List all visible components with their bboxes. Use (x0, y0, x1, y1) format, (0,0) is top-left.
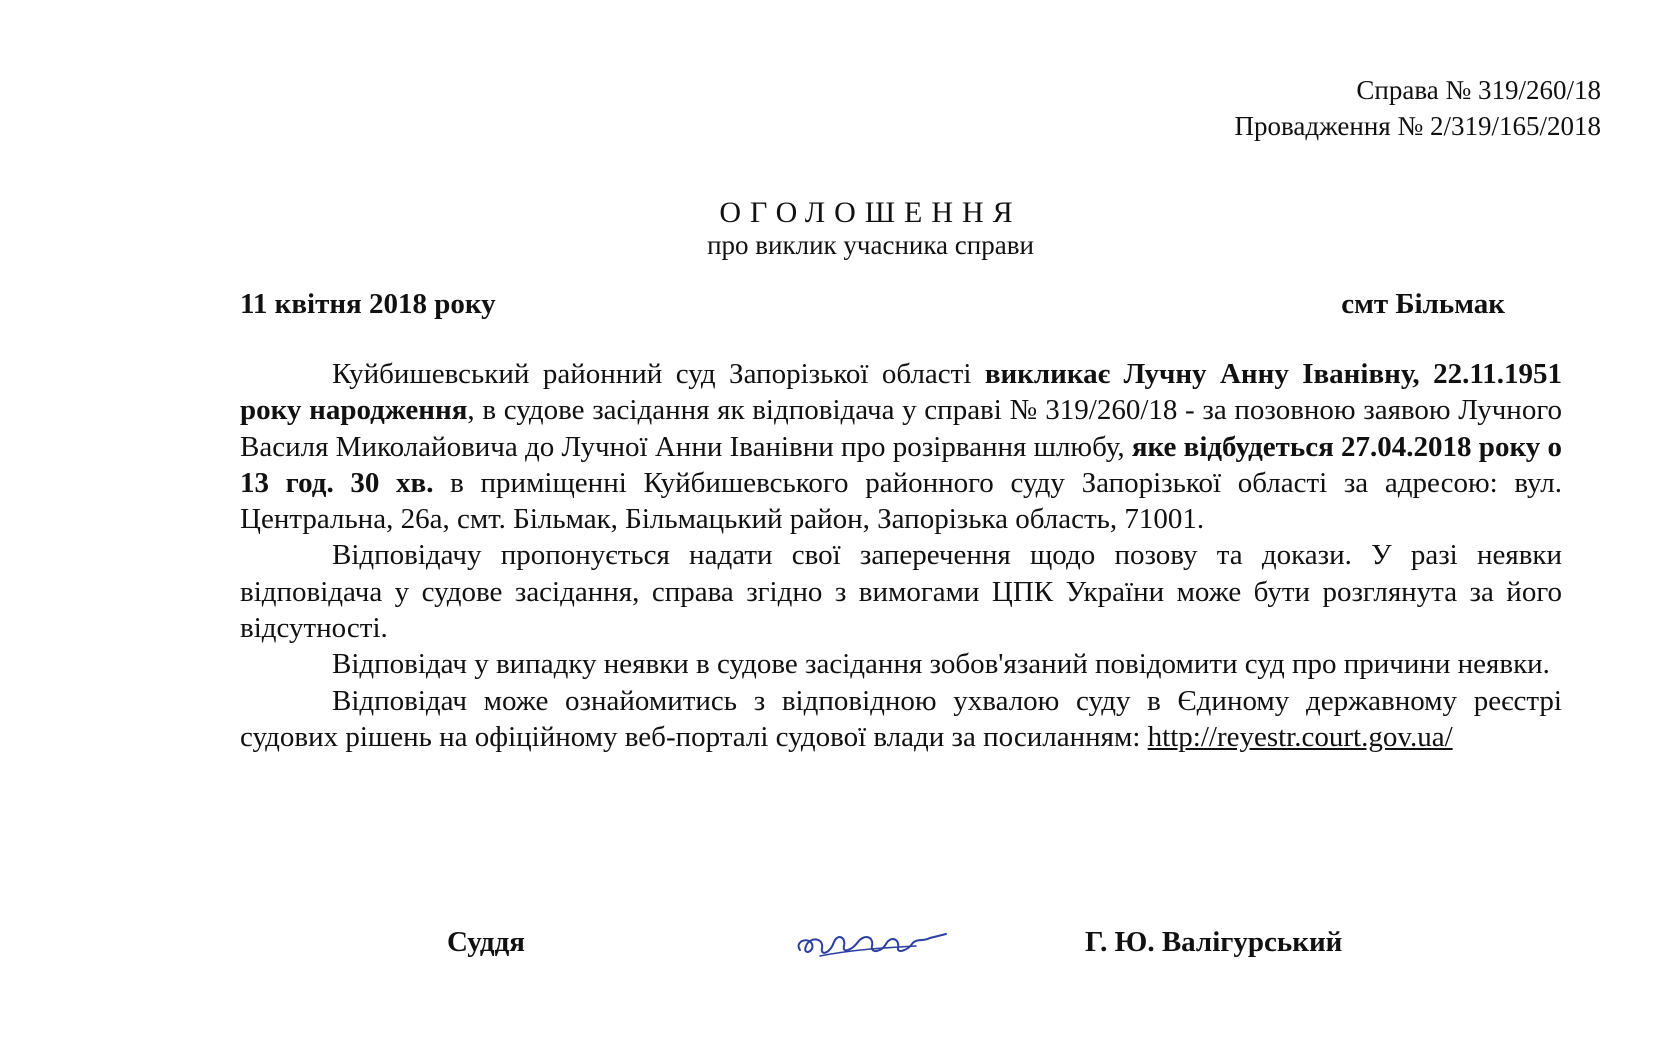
case-reference-block (1235, 72, 1601, 144)
registry-link[interactable]: http://reyestr.court.gov.ua/ (1147, 720, 1453, 753)
handwritten-signature (790, 920, 950, 970)
signature-row (0, 920, 1661, 970)
signature-stroke (799, 934, 946, 953)
announcement-place: смт Більмак (1341, 288, 1505, 320)
summons-paragraph (240, 356, 1562, 537)
summons-hearing-time: яке відбудеться 27.04.2018 року о 13 год. 30 хв. (240, 430, 1562, 499)
registry-text: Відповідач може ознайомитись з відповідною ухвалою суду в Єдиному державному реєстрі судових рішень на офіційному веб-порталі судової влади за посиланням: (240, 684, 1562, 753)
proceeding-number: Провадження № 2/319/165/2018 (1234, 111, 1601, 141)
summons-case-text: , в судове засідання як відповідача у справі № 319/260/18 - за позовною заявою Лучного Василя Миколайовича до Лучної Анни Іванівни про розірвання шлюбу, (240, 394, 1562, 463)
registry-paragraph (240, 683, 1562, 756)
summons-defendant-text: викликає Лучну Анну Іванівну, 22.11.1951 року народження (240, 358, 1562, 427)
summons-address-text: в приміщенні Куйбишевського районного суду Запорізької області за адресою: вул. Центральна, 26а, смт. Більмак, Більмацький район, Запорізька область, 71001. (240, 466, 1562, 536)
announcement-subtitle: про виклик учасника справи (707, 230, 1034, 260)
objections-paragraph: Відповідачу пропонується надати свої заперечення щодо позову та докази. У разі неявки відповідача у судове засідання, справа згідно з вимогами ЦПК України може бути розглянута за його відсутності. (240, 539, 1562, 645)
announcement-title-block (0, 196, 1661, 260)
summons-court-text: Куйбишевський районний суд Запорізької області (332, 358, 985, 390)
absence-notice-paragraph: Відповідач у випадку неявки в судове засідання зобов'язаний повідомити суд про причини неявки. (332, 648, 1550, 681)
judge-name: Г. Ю. Валігурський (1085, 926, 1343, 958)
announcement-body (240, 356, 1562, 755)
case-number: Справа № 319/260/18 (1356, 75, 1601, 105)
announcement-title: ОГОЛОШЕННЯ (719, 196, 1022, 229)
announcement-date: 11 квітня 2018 року (240, 288, 496, 320)
date-place-line (240, 286, 1505, 322)
judge-role-label: Суддя (447, 926, 525, 958)
